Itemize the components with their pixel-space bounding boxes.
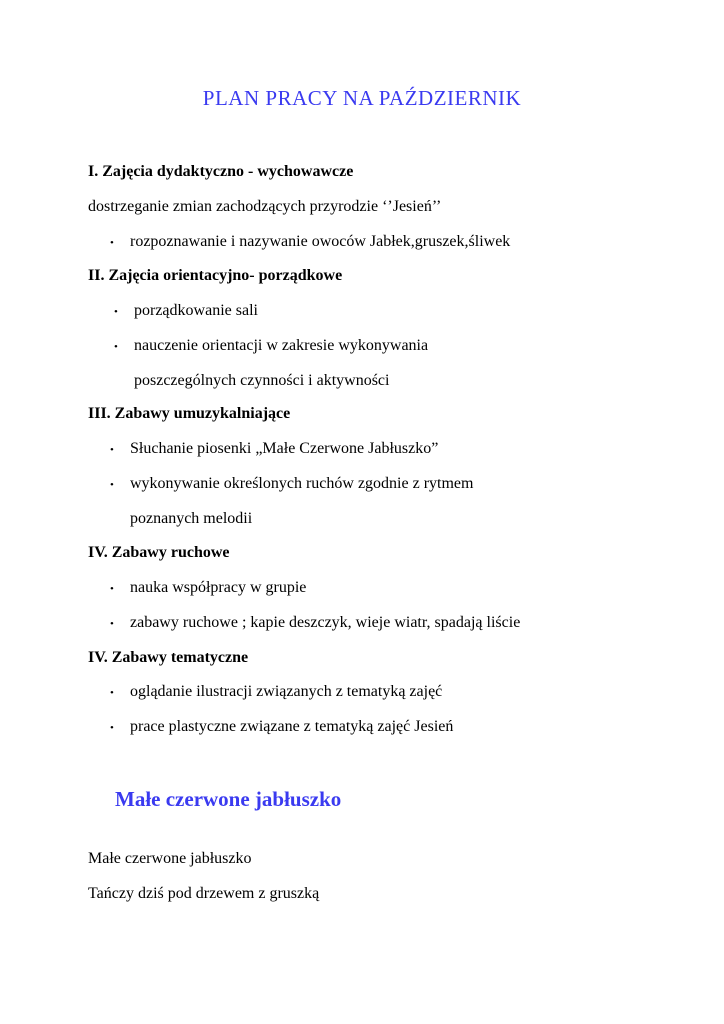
list-item: prace plastyczne związane z tematyką zajęć Jesień [130,718,454,735]
bullet-icon: • [110,583,114,595]
list-item: Słuchanie piosenki „Małe Czerwone Jabłuszko” [130,440,439,457]
song-line: Tańczy dziś pod drzewem z gruszką [88,885,320,902]
song-title: Małe czerwone jabłuszko [115,787,342,811]
list-item-continuation: poznanych melodii [130,510,253,527]
page-title: PLAN PRACY NA PAŹDZIERNIK [202,86,522,110]
bullet-icon: • [110,687,114,699]
section-1-intro: dostrzeganie zmian zachodzących przyrodzie ‘’Jesień’’ [88,198,442,215]
bullet-icon: • [114,306,118,318]
bullet-icon: • [110,722,114,734]
section-heading-3: III. Zabawy umuzykalniające [88,405,291,422]
list-item-continuation: poszczególnych czynności i aktywności [134,372,390,389]
bullet-icon: • [114,341,118,353]
list-item: rozpoznawanie i nazywanie owoców Jabłek,gruszek,śliwek [130,233,511,250]
song-line: Małe czerwone jabłuszko [88,850,252,867]
bullet-icon: • [110,237,114,249]
list-item: nauczenie orientacji w zakresie wykonywania [134,337,429,354]
list-item: porządkowanie sali [134,302,258,319]
bullet-icon: • [110,479,114,491]
section-heading-2: II. Zajęcia orientacyjno- porządkowe [88,267,343,284]
section-heading-5: IV. Zabawy tematyczne [88,649,249,666]
list-item: zabawy ruchowe ; kapie deszczyk, wieje wiatr, spadają liście [130,614,521,631]
list-item: wykonywanie określonych ruchów zgodnie z rytmem [130,475,474,492]
list-item: oglądanie ilustracji związanych z tematyką zajęć [130,683,443,700]
section-heading-4: IV. Zabawy ruchowe [88,544,230,561]
section-heading-1: I. Zajęcia dydaktyczno - wychowawcze [88,163,354,180]
bullet-icon: • [110,618,114,630]
bullet-icon: • [110,444,114,456]
list-item: nauka współpracy w grupie [130,579,307,596]
